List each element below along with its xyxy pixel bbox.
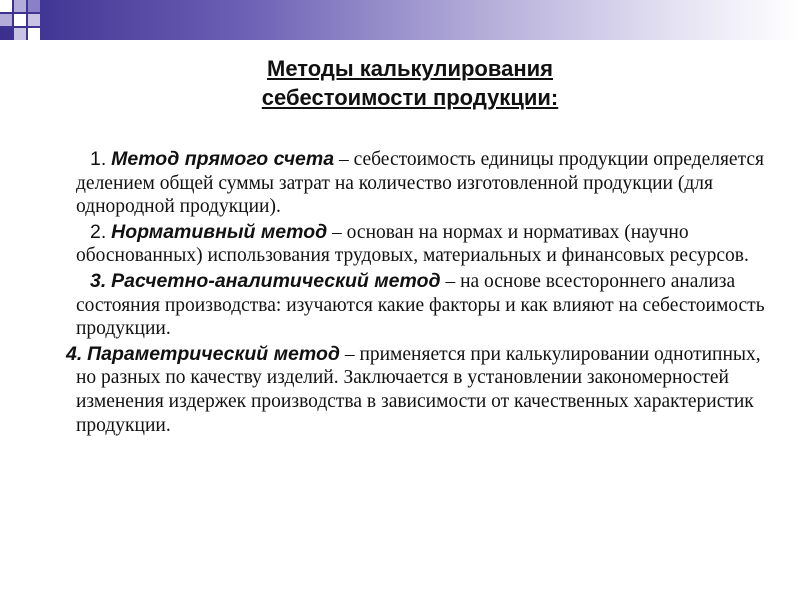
decorative-square — [28, 0, 40, 12]
method-term: Расчетно-аналитический метод — [111, 269, 441, 292]
method-description: – на основе всестороннего анализа состояния производства: изучаются какие факторы и как влияют на себестоимость продукции. — [76, 270, 765, 340]
method-item-direct — [76, 148, 776, 219]
method-number: 4. — [66, 342, 83, 365]
method-item-parametric — [66, 342, 776, 437]
method-number: 3. — [90, 269, 107, 292]
decorative-square — [14, 0, 26, 12]
decorative-square — [0, 14, 12, 26]
decorative-square — [28, 28, 40, 40]
method-term: Метод прямого счета — [111, 148, 335, 170]
method-item-normative — [76, 221, 776, 268]
method-number: 1. — [90, 148, 107, 170]
decorative-square — [14, 14, 26, 26]
method-description: – применяется при калькулировании однотипных, но разных по качеству изделий. Заключается в установлении закономерностей изменения издержек производства в зависимости от качественных характеристик продукции. — [76, 343, 761, 436]
slide-title-line-1: Методы калькулирования — [267, 56, 553, 81]
method-term: Параметрический метод — [87, 342, 340, 365]
method-description: – себестоимость единицы продукции определяется делением общей суммы затрат на количество изготовленной продукции (для однородной продукции). — [76, 149, 764, 218]
decorative-square — [28, 14, 40, 26]
slide-title — [120, 54, 700, 112]
method-description: – основан на нормах и нормативах (научно обоснованных) использования трудовых, материальных и финансовых ресурсов. — [76, 221, 749, 267]
method-item-analytical — [76, 270, 776, 341]
method-term: Нормативный метод — [111, 220, 328, 243]
method-number: 2. — [90, 220, 107, 243]
header-banner — [0, 0, 800, 40]
decorative-square — [0, 0, 12, 12]
decorative-square — [14, 28, 26, 40]
slide-title-line-2: себестоимости продукции: — [261, 85, 559, 110]
methods-list — [66, 148, 776, 437]
